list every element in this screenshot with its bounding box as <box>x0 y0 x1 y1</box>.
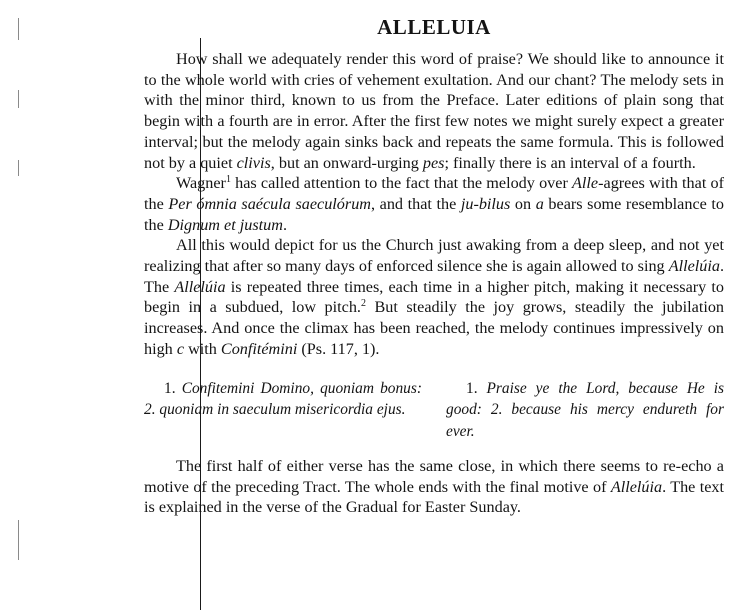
italic-text: Alle- <box>572 174 604 193</box>
english-verse <box>446 378 724 443</box>
text-run: All this would depict for us the Church just awaking from a deep sleep, and not yet realizing that after so many days of enforced silence she is again allowed to sing <box>144 236 724 276</box>
italic-text: pes <box>422 153 445 172</box>
page-title: ALLELUIA <box>377 15 491 39</box>
text-run: has called attention to the fact that the melody over <box>230 174 573 193</box>
italic-text: Dignum et justum <box>167 215 283 234</box>
text-run: ; finally there is an interval of a fourth. <box>444 153 696 172</box>
footnote-marker: 2 <box>360 298 366 310</box>
text-run: Wagner <box>176 174 226 193</box>
verse-number: 1. <box>164 379 176 397</box>
scan-margin-mark <box>18 90 19 108</box>
italic-text: clivis <box>236 153 271 172</box>
text-run: , but an onward-urging <box>270 153 423 172</box>
text-run: with <box>184 339 221 358</box>
text-run: . <box>282 215 287 234</box>
text-run: is repeated three times, each time in a higher pitch, making it necessary to begin in a subdued, low pitch. <box>144 277 724 317</box>
text-run: on <box>510 194 536 213</box>
scan-margin-mark <box>18 520 19 560</box>
body-paragraph <box>144 456 724 518</box>
italic-text: Confitémini <box>220 339 298 358</box>
body-paragraph <box>144 173 724 235</box>
text-run: . The <box>144 257 724 296</box>
verse-columns <box>144 378 724 443</box>
latin-verse <box>144 378 422 443</box>
italic-text: a <box>535 194 544 213</box>
italic-text: Allelúia <box>610 477 663 496</box>
italic-text: c <box>176 339 185 358</box>
text-run: bears some resemblance to the <box>144 194 725 234</box>
verse-number: 1. <box>466 379 478 397</box>
italic-text: Per ómnia saécula saeculórum <box>168 194 371 213</box>
scan-margin-mark <box>18 160 19 176</box>
italic-text: ju-bilus <box>460 194 511 213</box>
document-page <box>144 0 724 518</box>
text-run: . The text is explained in the verse of the Gradual for Easter Sunday. <box>144 477 724 517</box>
text-run: , and that the <box>371 194 461 213</box>
footnote-marker: 1 <box>225 174 231 186</box>
verse-text: Praise ye the Lord, because He is good: 2. because his mercy endureth for ever. <box>446 379 724 440</box>
body-paragraph <box>144 49 724 173</box>
verse-text: Confitemini Domino, quoniam bonus: 2. quoniam in saeculum misericordia ejus. <box>144 379 422 419</box>
scan-margin-mark <box>18 18 19 40</box>
text-run: But steadily the joy grows, steadily the jubilation increases. And once the climax has been reached, the melody continues impressively on high <box>144 298 725 358</box>
italic-text: Allelúia <box>174 277 226 296</box>
text-run: How shall we adequately render this word of praise? We should like to announce it to the whole world with cries of vehement exultation. And our chant? The melody sets in with the minor third, known to us from the Preface. Later editions of plain song that begin with a fourth are in error. After the first few notes we might surely expect a greater interval; but the melody again sinks back and repeats the same formula. This is followed not by a quiet <box>144 50 724 172</box>
italic-text: Allelúia <box>668 257 720 276</box>
text-run: agrees with that of the <box>144 174 725 213</box>
body-paragraph <box>144 235 724 359</box>
text-run: (Ps. 117, 1). <box>297 339 380 358</box>
text-run: The first half of either verse has the same close, in which there seems to re-echo a motive of the preceding Tract. The whole ends with the final motive of <box>144 457 724 496</box>
